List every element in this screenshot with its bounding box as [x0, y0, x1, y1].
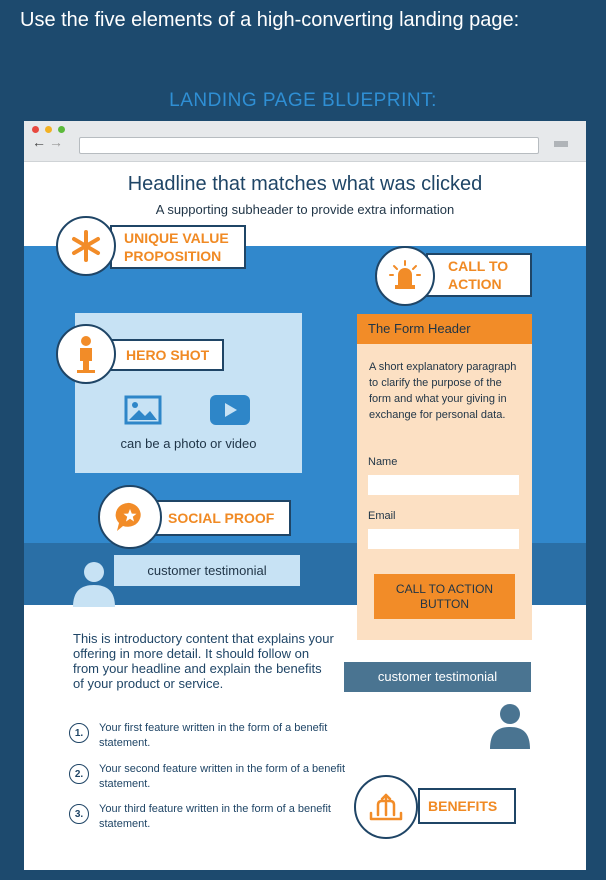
- forward-arrow-icon[interactable]: →: [49, 134, 63, 150]
- email-input[interactable]: [368, 529, 519, 549]
- close-dot[interactable]: [32, 126, 39, 133]
- hero-caption: can be a photo or video: [120, 436, 257, 451]
- name-input[interactable]: [368, 475, 519, 495]
- star-speech-icon: [113, 500, 147, 534]
- asterisk-icon: [68, 228, 104, 264]
- benefits-badge: [354, 775, 418, 839]
- person-icon: [71, 334, 101, 374]
- user-silhouette-icon: [488, 701, 532, 749]
- browser-window: [24, 121, 586, 880]
- url-bar[interactable]: [79, 137, 539, 154]
- benefits-label: BENEFITS: [418, 788, 516, 824]
- feature-number: 3.: [69, 804, 89, 824]
- feature-number: 2.: [69, 764, 89, 784]
- blueprint-title: LANDING PAGE BLUEPRINT:: [169, 90, 437, 111]
- form-paragraph: A short explanatory paragraph to clarify the purpose of the form and what your giving in exchange for personal data.: [369, 361, 517, 421]
- hero-badge: [56, 324, 116, 384]
- social-proof-badge: [98, 485, 162, 549]
- siren-icon: [387, 258, 423, 294]
- email-label: Email: [368, 510, 396, 522]
- customer-testimonial-2: customer testimonial: [344, 662, 531, 692]
- call-to-action-button[interactable]: CALL TO ACTION BUTTON: [374, 574, 515, 619]
- uvp-label: UNIQUE VALUE PROPOSITION: [110, 225, 246, 269]
- arrows-up-icon: [368, 791, 404, 823]
- cta-label: CALL TO ACTION: [426, 253, 532, 297]
- feature-item: [69, 802, 349, 832]
- hero-label: HERO SHOT: [104, 339, 224, 371]
- form-header: The Form Header: [357, 314, 532, 344]
- image-icon: [124, 395, 162, 425]
- bottom-bar: [0, 870, 606, 880]
- social-proof-label: SOCIAL PROOF: [154, 500, 291, 536]
- user-silhouette-icon: [71, 559, 117, 607]
- feature-item: [69, 721, 349, 751]
- cta-badge: [375, 246, 435, 306]
- intro-content: This is introductory content that explains your offering in more detail. It should follow on from your headline and explain the benefits of your product or service.: [73, 631, 334, 691]
- page-subheader: A supporting subheader to provide extra information: [155, 202, 455, 217]
- feature-text: Your third feature written in the form of a benefit statement.: [99, 803, 331, 830]
- maximize-dot[interactable]: [58, 126, 65, 133]
- name-label: Name: [368, 456, 398, 468]
- uvp-badge: [56, 216, 116, 276]
- customer-testimonial-1: customer testimonial: [114, 555, 300, 586]
- page-headline: Headline that matches what was clicked: [127, 173, 483, 195]
- browser-menu-icon[interactable]: [554, 141, 568, 147]
- feature-number: 1.: [69, 723, 89, 743]
- play-icon[interactable]: [210, 395, 250, 425]
- feature-text: Your second feature written in the form of a benefit statement.: [99, 763, 346, 790]
- minimize-dot[interactable]: [45, 126, 52, 133]
- intro-heading: Use the five elements of a high-converting landing page:: [20, 9, 520, 31]
- browser-chrome: [24, 121, 586, 162]
- feature-item: [69, 762, 349, 792]
- back-arrow-icon[interactable]: ←: [32, 134, 46, 150]
- feature-text: Your first feature written in the form of a benefit statement.: [99, 722, 328, 749]
